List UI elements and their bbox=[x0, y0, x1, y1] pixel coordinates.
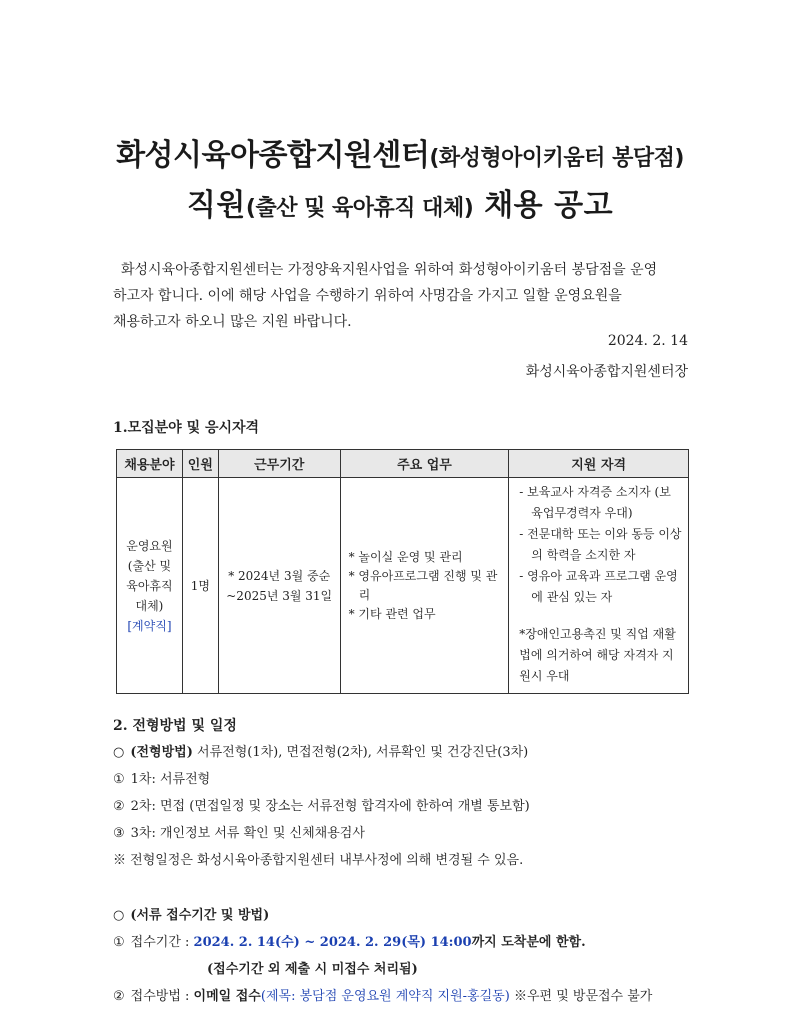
field-line: (출산 및 bbox=[127, 558, 172, 573]
number-1-icon: ① bbox=[113, 935, 125, 950]
period-start: * 2024년 3월 중순 bbox=[228, 568, 331, 583]
step3-text: 3차: 개인정보 서류 확인 및 신체채용검사 bbox=[130, 826, 365, 841]
intro-paragraph bbox=[113, 257, 688, 335]
table-header-row bbox=[117, 450, 689, 478]
number-2-icon: ② bbox=[113, 989, 125, 1004]
number-3-icon: ③ bbox=[113, 826, 125, 841]
period-suffix: 까지 도착분에 한함. bbox=[471, 935, 586, 950]
qualification-note: *장애인고용촉진 및 직업 재활법에 의거하여 해당 자격자 지원시 우대 bbox=[519, 627, 676, 683]
cell-field bbox=[117, 478, 183, 694]
title-notice: 채용 공고 bbox=[484, 188, 614, 223]
qualification-item: - 보육교사 자격증 소지자 (보육업무경력자 우대) bbox=[519, 485, 671, 520]
method-label: (전형방법) bbox=[130, 745, 193, 760]
circle-marker-icon: ○ bbox=[113, 908, 125, 923]
schedule-note: ※ 전형일정은 화성시육아종합지원센터 내부사정에 의해 변경될 수 있음. bbox=[113, 853, 524, 868]
intro-line-3: 채용하고자 하오니 많은 지원 바랍니다. bbox=[113, 314, 352, 330]
header-qualifications: 지원 자격 bbox=[509, 450, 689, 478]
number-1-icon: ① bbox=[113, 772, 125, 787]
method-detail: (제목: 봉담점 운영요원 계약직 지원-홍길동) bbox=[260, 989, 510, 1004]
circle-marker-icon: ○ bbox=[113, 745, 125, 760]
step3-line bbox=[113, 822, 365, 841]
title-branch: (화성형아이키움터 봉담점) bbox=[429, 146, 684, 171]
title-replacement: (출산 및 육아휴직 대체) bbox=[245, 196, 474, 221]
submission-method-line bbox=[113, 985, 652, 1004]
period-label: 접수기간 : bbox=[130, 935, 194, 950]
step2-line bbox=[113, 795, 530, 814]
section2-title: 2. 전형방법 및 일정 bbox=[113, 718, 237, 734]
page-title-line2 bbox=[0, 180, 800, 224]
list-item: * 기타 관련 업무 bbox=[348, 606, 436, 621]
method-suffix: ※우편 및 방문접수 불가 bbox=[509, 989, 653, 1004]
number-2-icon: ② bbox=[113, 799, 125, 814]
qualification-item: - 전문대학 또는 이와 동등 이상의 학력을 소지한 자 bbox=[519, 527, 682, 562]
field-line: 대체) bbox=[135, 598, 164, 613]
page-title-line1 bbox=[0, 130, 800, 174]
intro-line-1: 화성시육아종합지원센터는 가정양육지원사업을 위하여 화성형아이키움터 봉담점을 운영 bbox=[121, 262, 658, 278]
header-field: 채용분야 bbox=[117, 450, 183, 478]
header-count: 인원 bbox=[182, 450, 218, 478]
title-staff: 직원 bbox=[186, 188, 246, 223]
period-value: 2024. 2. 14(수) ~ 2024. 2. 29(목) 14:00 bbox=[193, 935, 472, 950]
period-note: (접수기간 외 제출 시 미접수 처리됨) bbox=[207, 962, 418, 977]
step1-line bbox=[113, 768, 210, 787]
method-value: 이메일 접수 bbox=[193, 989, 261, 1004]
section3-title bbox=[113, 904, 269, 923]
cell-duties bbox=[340, 478, 509, 694]
period-line bbox=[113, 931, 586, 950]
method-text: 서류전형(1차), 면접전형(2차), 서류확인 및 건강진단(3차) bbox=[192, 745, 529, 760]
cell-qualifications bbox=[509, 478, 689, 694]
qualification-item: - 영유아 교육과 프로그램 운영에 관심 있는 자 bbox=[519, 569, 678, 604]
section1-title: 1.모집분야 및 응시자격 bbox=[113, 420, 260, 436]
step1-text: 1차: 서류전형 bbox=[130, 772, 211, 787]
table-row bbox=[117, 478, 689, 694]
issuer-signature: 화성시육아종합지원센터장 bbox=[525, 364, 688, 380]
step2-text: 2차: 면접 (면접일정 및 장소는 서류전형 합격자에 한하여 개별 통보함) bbox=[130, 799, 530, 814]
method-line bbox=[113, 741, 528, 760]
notice-date: 2024. 2. 14 bbox=[607, 333, 688, 349]
cell-count: 1명 bbox=[182, 478, 218, 694]
header-duties: 주요 업무 bbox=[340, 450, 509, 478]
list-item: * 놀이실 운영 및 관리 bbox=[348, 549, 463, 564]
field-line: 운영요원 bbox=[126, 538, 173, 553]
list-item: * 영유아프로그램 진행 및 관리 bbox=[348, 568, 498, 602]
cell-period bbox=[218, 478, 340, 694]
header-period: 근무기간 bbox=[218, 450, 340, 478]
field-line: 육아휴직 bbox=[126, 578, 173, 593]
title-org: 화성시육아종합지원센터 bbox=[116, 138, 430, 173]
contract-label: [계약직] bbox=[127, 618, 172, 633]
recruitment-table bbox=[116, 449, 689, 694]
intro-line-2: 하고자 합니다. 이에 해당 사업을 수행하기 위하여 사명감을 가지고 일할 운영요원을 bbox=[113, 288, 622, 304]
period-end: ~2025년 3월 31일 bbox=[226, 588, 333, 603]
method-label-2: 접수방법 : bbox=[130, 989, 194, 1004]
section3-title-text: (서류 접수기간 및 방법) bbox=[130, 908, 270, 923]
